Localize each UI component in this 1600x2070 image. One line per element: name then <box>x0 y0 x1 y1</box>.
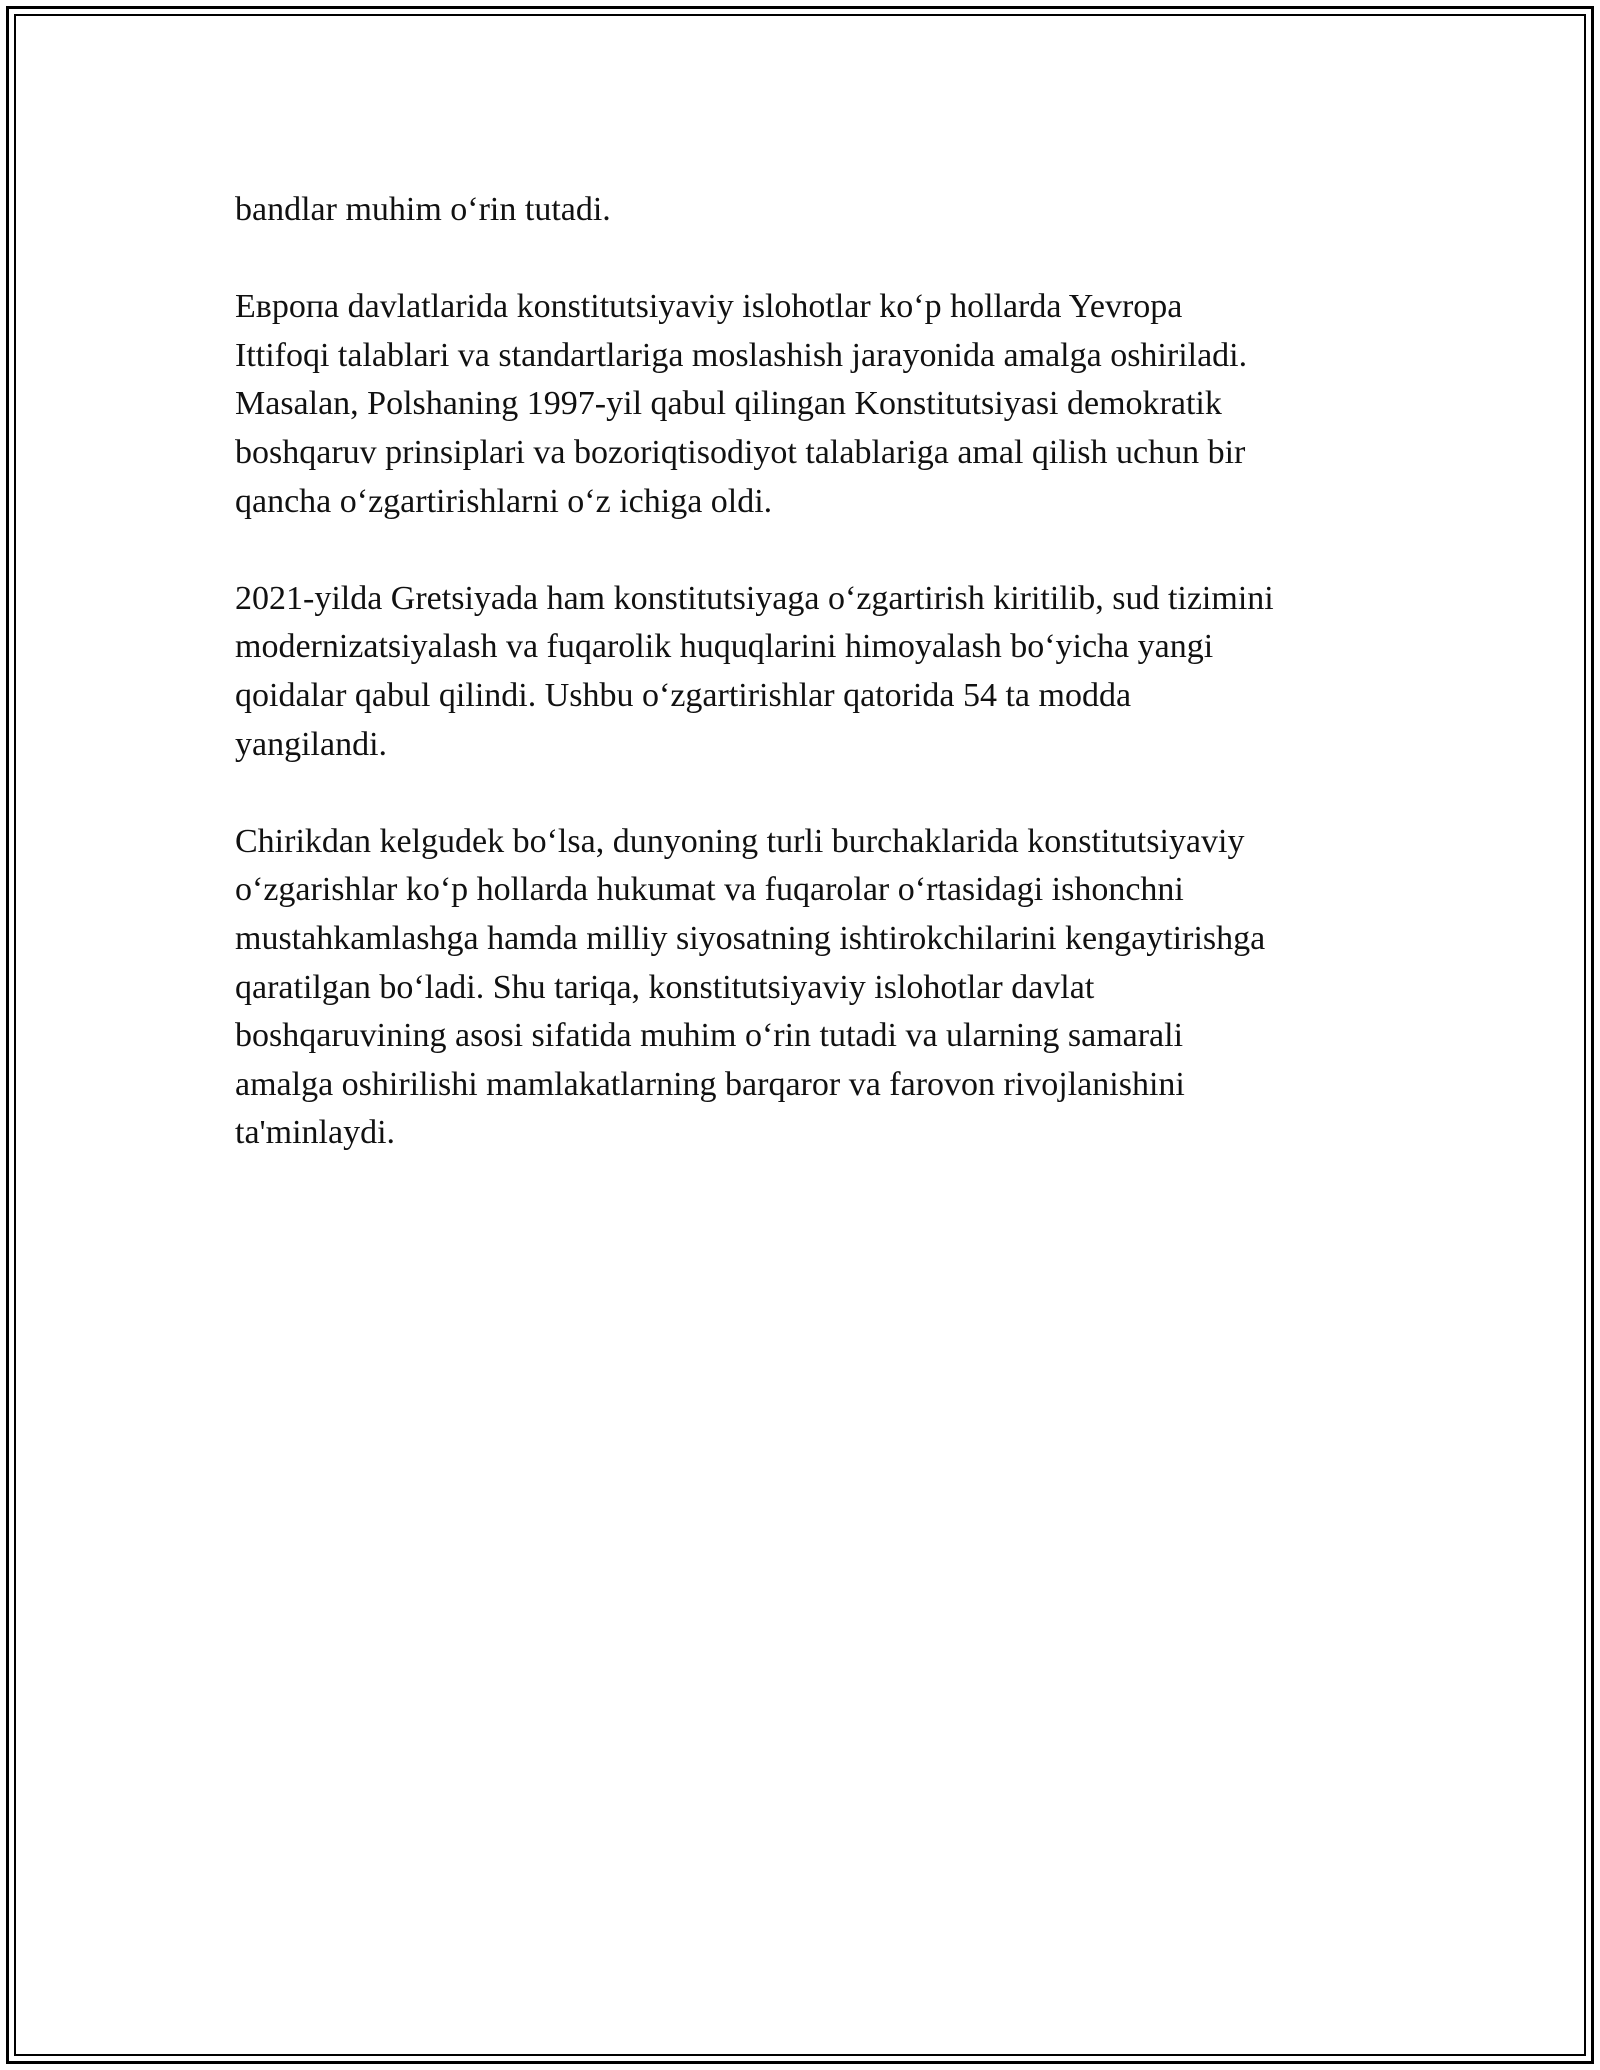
text-line: qoidalar qabul qilindi. Ushbu o‘zgartirishlar qatorida 54 ta modda <box>235 676 1132 714</box>
text-line: mustahkamlashga hamda milliy siyosatning ishtirokchilarini kengaytirishga <box>235 919 1266 957</box>
paragraph-continuation <box>235 186 1385 235</box>
text-line: Masalan, Polshaning 1997-yil qabul qilingan Konstitutsiyasi demokratik <box>235 385 1222 423</box>
document-body <box>235 186 1385 1206</box>
text-line: modernizatsiyalash va fuqarolik huquqlarini himoyalash bo‘yicha yangi <box>235 628 1214 666</box>
text-line: Европа davlatlarida konstitutsiyaviy islohotlar ko‘p hollarda Yevropa <box>235 288 1183 326</box>
paragraph-europe <box>235 283 1385 526</box>
text-line: boshqaruv prinsiplari va bozoriqtisodiyot talablariga amal qilish uchun bir <box>235 433 1246 471</box>
paragraph-conclusion <box>235 818 1385 1158</box>
text-line: o‘zgarishlar ko‘p hollarda hukumat va fuqarolar o‘rtasidagi ishonchni <box>235 871 1184 909</box>
text-line: qancha o‘zgartirishlarni o‘z ichiga oldi. <box>235 482 773 520</box>
text-line: qaratilgan bo‘ladi. Shu tariqa, konstitutsiyaviy islohotlar davlat <box>235 968 1095 1006</box>
text-line: amalga oshirilishi mamlakatlarning barqaror va farovon rivojlanishini <box>235 1065 1185 1103</box>
text-line: boshqaruvining asosi sifatida muhim o‘rin tutadi va ularning samarali <box>235 1017 1184 1055</box>
text-line: ta'minlaydi. <box>235 1114 396 1152</box>
paragraph-greece <box>235 575 1385 769</box>
text-line: Ittifoqi talablari va standartlariga moslashish jarayonida amalga oshiriladi. <box>235 336 1248 374</box>
text-line: 2021-yilda Gretsiyada ham konstitutsiyaga o‘zgartirish kiritilib, sud tizimini <box>235 579 1274 617</box>
text-line: yangilandi. <box>235 725 388 763</box>
text-line: bandlar muhim o‘rin tutadi. <box>235 191 611 228</box>
text-line: Chirikdan kelgudek bo‘lsa, dunyoning turli burchaklarida konstitutsiyaviy <box>235 822 1245 860</box>
